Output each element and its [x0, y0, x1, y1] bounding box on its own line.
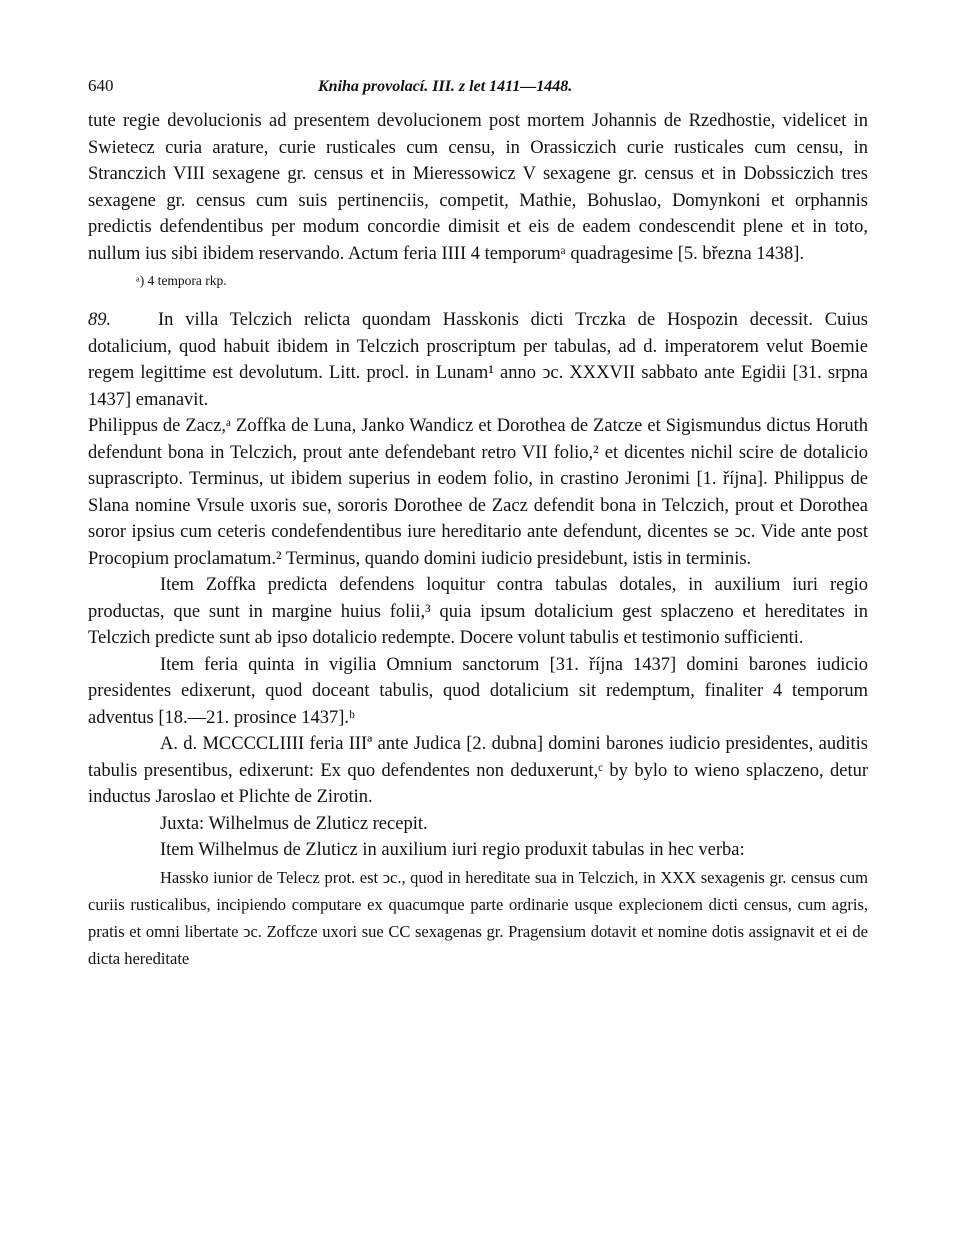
- running-title: Kniha provolací. III. z let 1411—1448.: [318, 78, 573, 95]
- entry-number: 89.: [88, 310, 112, 330]
- entry-89-paragraph-5: A. d. MCCCCLIIII feria IIIª ante Judica [2. dubna] domini barones iudicio presidentes, auditis tabulis presentibus, edixerunt: Ex quo defendentes non deduxerunt,ᶜ by bylo to wieno splaczeno, detur inductus Jaroslao et Plichte de Zirotin.: [88, 734, 868, 807]
- entry-89-paragraph-7: Item Wilhelmus de Zluticz in auxilium iuri regio produxit tabulas in hec verba:: [160, 840, 745, 860]
- footnote-a: ᵃ) 4 tempora rkp.: [136, 273, 227, 288]
- quoted-tabulae: [88, 864, 868, 972]
- entry-89-paragraph-2: Philippus de Zacz,ᵃ Zoffka de Luna, Janko Wandicz et Dorothea de Zatcze et Sigismundus dictus Horuth defendunt bona in Telczich, prout ante defendebant retro VII folio,² et dicentes nichil scire de dotalicio suprascripto. Terminus, ut ibidem superius in eodem folio, in crastino Jeronimi [1. října]. Philippus de Slana nomine Vrsule uxoris sue, sororis Dorothee de Zacz defendit bona in Telczich, prout et Dorothea soror ipsius cum ceteris condefendentibus iure hereditario ante defendunt, dicentes se ͻc. Vide ante post Procopium proclamatum.² Terminus, quando domini iudicio presidebunt, istis in terminis.: [88, 416, 868, 569]
- document-page: [88, 76, 868, 972]
- page-number: 640: [88, 76, 114, 95]
- entry-89-paragraph-3: Item Zoffka predicta defendens loquitur contra tabulas dotales, in auxilium iuri regio productas, que sunt in margine huius folii,³ quia ipsum dotalicium gest splaczeno et hereditates in Telczich predicte sunt ab ipso dotalicio redempte. Docere volunt tabulis et testimonio sufficienti.: [88, 575, 868, 648]
- paragraph-continuation: tute regie devolucionis ad presentem devolucionem post mortem Johannis de Rzedhostie, videlicet in Swietecz curia arature, curie rusticales cum censu, in Orassiczich curie rusticales cum censu, in Stranczich VIII sexagene gr. census et in Mieressowicz V sexagene gr. census et in Dobssiczich tres sexagene gr. census cum suis pertinenciis, competit, Mathie, Bohuslao, Domynkoni et orphannis predictis defendentibus per modum concordie dimisit et eis de eadem condescendit plene et in toto, nullum ius sibi ibidem reservando. Actum feria IIII 4 temporumᵃ quadragesime [5. března 1438].: [88, 111, 868, 264]
- page-header: [88, 76, 868, 108]
- entry-89-paragraph-4: Item feria quinta in vigilia Omnium sanctorum [31. října 1437] domini barones iudicio presidentes edixerunt, quod doceant tabulis, quod dotalicium sit redemptum, finaliter 4 temporum adventus [18.—21. prosince 1437].ᵇ: [88, 654, 868, 728]
- body-text: [88, 108, 868, 864]
- quoted-text: Hassko iunior de Telecz prot. est ͻc., quod in hereditate sua in Telczich, in XXX sexagenis gr. census cum curiis rusticalibus, incipiendo computare ex quacumque parte ordinarie usque explecionem dicti census, cum agris, pratis et omni libertate ͻc. Zoffcze uxori sue CC sexagenas gr. Pragensium dotavit et nomine dotis assignavit et ei de dicta hereditate: [88, 867, 868, 968]
- entry-89-intro: [88, 307, 868, 413]
- entry-89-juxta: Juxta: Wilhelmus de Zluticz recepit.: [160, 813, 428, 834]
- entry-89-text: In villa Telczich relicta quondam Hasskonis dicti Trczka de Hospozin decessit. Cuius dotalicium, quod habuit ibidem in Telczich proscriptum per tabulas, ad d. imperatorem velut Boemie regem legittime est devolutum. Litt. procl. in Lunam¹ anno ͻc. XXXVII sabbato ante Egidii [31. srpna 1437] emanavit.: [88, 310, 868, 410]
